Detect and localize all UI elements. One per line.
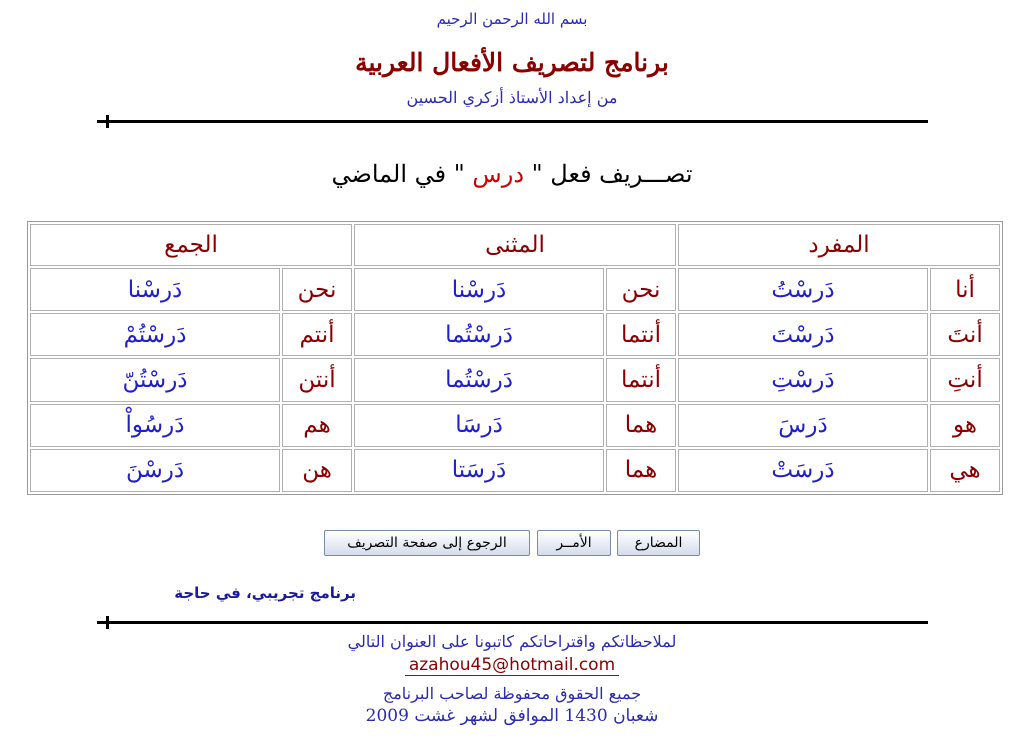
conjugation-heading	[0, 160, 1024, 188]
table-row	[30, 268, 1000, 311]
dual-pronoun: هما	[606, 404, 676, 447]
plural-pronoun: هم	[282, 404, 352, 447]
present-tense-button[interactable]: المضارع	[617, 530, 700, 556]
email-container	[0, 655, 1024, 676]
singular-pronoun: هو	[930, 404, 1000, 447]
singular-form: دَرسَ	[678, 404, 928, 447]
dual-form: دَرسْنا	[354, 268, 604, 311]
table-row	[30, 404, 1000, 447]
dual-form: دَرسْتُما	[354, 313, 604, 356]
dual-form: دَرسْتُما	[354, 358, 604, 401]
plural-pronoun: أنتن	[282, 358, 352, 401]
singular-form: دَرسْتِ	[678, 358, 928, 401]
email-link[interactable]: azahou45@hotmail.com	[405, 655, 619, 676]
plural-form: دَرسُواْ	[30, 404, 280, 447]
header-dual: المثنى	[354, 224, 676, 266]
singular-form: دَرسْتَ	[678, 313, 928, 356]
plural-form: دَرسْتُمْ	[30, 313, 280, 356]
dual-pronoun: أنتما	[606, 358, 676, 401]
plural-pronoun: هن	[282, 449, 352, 492]
plural-form: دَرسْتُنّ	[30, 358, 280, 401]
author-line: من إعداد الأستاذ أزكري الحسين	[406, 88, 618, 107]
back-to-conjugation-button[interactable]: الرجوع إلى صفحة التصريف	[324, 530, 530, 556]
trial-note: برنامج تجريبي، في حاجة	[174, 584, 356, 602]
bottom-divider	[97, 621, 928, 624]
dual-form: دَرسَا	[354, 404, 604, 447]
singular-pronoun: أنا	[930, 268, 1000, 311]
singular-form: دَرسَتْ	[678, 449, 928, 492]
date-line: شعبان 1430 الموافق لشهر غشت 2009	[365, 706, 659, 726]
header-singular: المفرد	[678, 224, 1000, 266]
header-plural: الجمع	[30, 224, 352, 266]
basmala: بسم الله الرحمن الرحيم	[436, 10, 588, 28]
table-row	[30, 313, 1000, 356]
copyright-note: جميع الحقوق محفوظة لصاحب البرنامج	[382, 684, 642, 703]
plural-form: دَرسْنَ	[30, 449, 280, 492]
divider-tick	[106, 616, 109, 629]
heading-prefix: تصـــريف فعل "	[531, 160, 693, 188]
heading-verb: درس	[464, 160, 532, 188]
plural-pronoun: أنتم	[282, 313, 352, 356]
singular-pronoun: هي	[930, 449, 1000, 492]
dual-pronoun: أنتما	[606, 313, 676, 356]
table-header-row	[30, 224, 1000, 266]
page-title: برنامج لتصريف الأفعال العربية	[355, 48, 669, 77]
singular-pronoun: أنتَ	[930, 313, 1000, 356]
contact-note: لملاحظاتكم واقتراحاتكم كاتبونا على العنوان التالي	[347, 632, 677, 651]
heading-suffix: " في الماضي	[331, 160, 465, 188]
plural-pronoun: نحن	[282, 268, 352, 311]
divider-tick	[106, 115, 109, 128]
imperative-button[interactable]: الأمــر	[537, 530, 611, 556]
table-row	[30, 449, 1000, 492]
table-row	[30, 358, 1000, 401]
singular-form: دَرسْتُ	[678, 268, 928, 311]
plural-form: دَرسْنا	[30, 268, 280, 311]
singular-pronoun: أنتِ	[930, 358, 1000, 401]
dual-pronoun: هما	[606, 449, 676, 492]
dual-pronoun: نحن	[606, 268, 676, 311]
conjugation-table	[27, 221, 1003, 495]
top-divider	[97, 120, 928, 123]
dual-form: دَرسَتا	[354, 449, 604, 492]
